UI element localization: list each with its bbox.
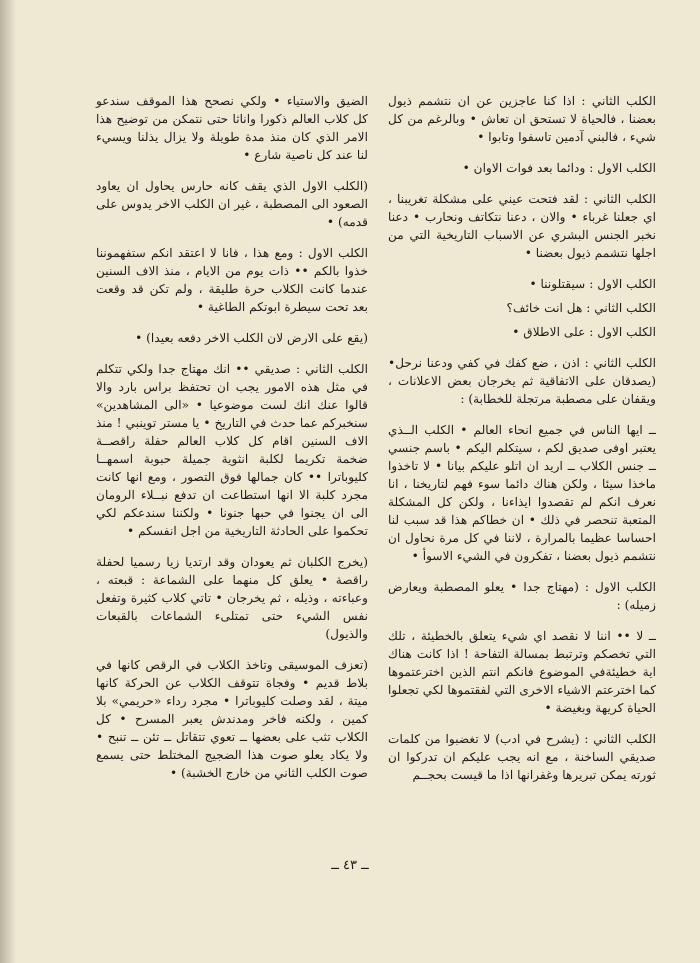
- paragraph: الضيق والاستياء • ولكي نصحح هذا الموقف سندعو كل كلاب العالم ذكورا واناثا حتى نتمكن من توضيح هذا الامر الذي كان منذ مدة طويلة ولا يزال يذلنا ويسيء لنا عند كل ناصية شارع •: [96, 94, 368, 162]
- paragraph: الكلب الثاني : اذن ، ضع كفك في كفي ودعنا نرحل• (يصدقان على الاتفاقية ثم يخرجان بعض الاعلانات ، ويقفان على مصطبة مرتجلة للخطابة) :: [388, 356, 656, 406]
- paragraph: الكلب الاول : على الاطلاق •: [512, 325, 656, 339]
- paragraph: ــ لا •• اننا لا نقصد اي شيء يتعلق بالخطيئة ، تلك التي تخصكم وترتبط بمسالة التفاحة ! اذا كانت هناك اية خطيئةفي الموضوع فانكم انتم الذين اخترعتموها كما اخترعتم الاشياء الاخرى التي لفقتموها لكي تجعلوا الحياة كريهة وبغيضة •: [388, 629, 656, 715]
- paragraph: (تعزف الموسيقى وتاخذ الكلاب في الرقص كانها في بلاط قديم • وفجاة تتوقف الكلاب عن الحركة كانها ميتة ، لقد وصلت كليوباترا • مجرد رداء «حريمي» بلا كمين ، ولكنه فاخر ومدندش يعبر المسرح • كل الكلاب تثب على بعضها ــ تعوي تتقاتل ــ تئن ــ تنبح • ولا يكاد يعلو صوت هذا الضجيج المختلط حتى يسمع صوت الكلب الثاني من خارج الخشبة) •: [96, 658, 368, 780]
- paragraph: الكلب الاول : ومع هذا ، فانا لا اعتقد انكم ستفهموننا خذوا بالكم •• ذات يوم من الايام ، منذ الاف السنين عندما كانت الكلاب حرة طليقة ، ولم تكن قد وقعت بعد تحت سيطرة ابوتكم الطاغية •: [96, 246, 368, 314]
- paragraph: (الكلب الاول الذي يقف كانه حارس يحاول ان يعاود الصعود الى المصطبة ، غير ان الكلب الاخر يدوس على قدمه) •: [96, 179, 368, 229]
- page-binding-shadow: [0, 0, 16, 963]
- paragraph: الكلب الثاني : (يشرح في ادب) لا تغضبوا من كلمات صديقي الساخنة ، مع انه يجب عليكم ان تدركوا ان ثورته يمكن تبريرها وغفرانها اذا ما قيست بحجــم: [388, 732, 656, 782]
- paragraph: الكلب الاول : ودائما بعد فوات الاوان •: [462, 161, 656, 175]
- paragraph: ــ ايها الناس في جميع انحاء العالم • الكلب الــذي يعتبر اوفى صديق لكم ، سيتكلم اليكم • باسم جنسي ــ جنس الكلاب ــ اريد ان اتلو عليكم بيانا • لا تاخذوا ماخذا سيئا ، ولكن هناك دائما سوء فهم لتاريخنا ، انا نعرف انكم لم تقصدوا ايذاءنا ، ولكن كل المشكلة المتعبة تنحصر في ذلك • ان خطاكم هذا قد سبب لنا احساسا عظيما بالمرارة ، لاننا في كل مرة نحاول ان نتشمم ذيول بعضنا ، تفكرون في الشيء الاسوأ •: [388, 423, 656, 563]
- paragraph: الكلب الثاني : هل انت خائف؟: [506, 301, 656, 315]
- page-number: ــ ٤٣ ــ: [331, 858, 369, 873]
- paragraph: الكلب الثاني : لقد فتحت عيني على مشكلة تغريبنا ، اي جعلنا غرباء • والان ، دعنا نتكاتف ونحارب • دعنا نخبر الجنس البشري عن الاسباب التاريخية التي من اجلها نتشمم ذيول بعضنا •: [388, 192, 656, 260]
- paragraph: الكلب الثاني : صديقي •• انك مهتاج جدا ولكي تتكلم في مثل هذه الامور يجب ان تحتفظ براس بارد والا قالوا عنك انك لست موضوعيا • «الى المشاهدين» سنخبركم عما حدث في التاريخ • يا مستر توينبي ! منذ الاف السنين اقام كل كلاب العالم حفلة راقصــة ضخمة تكريما لكلبة انثوية جميلة حبوبة اسمهــا كليوباترا •• كان جمالها فوق التصور ، ومع انها كانت مجرد كلبة الا انها استطاعت ان تدفع نبــلاء الرومان الى ان يجنوا في حبها جنونا • ولكننا سندعكم لكي تحكموا على الحادثة التاريخية من اجل انفسكم •: [96, 362, 368, 538]
- right-text-column: [388, 92, 656, 797]
- paragraph: الكلب الثاني : اذا كنا عاجزين عن ان نتشمم ذيول بعضنا ، فالحياة لا تستحق ان تعاش • وبالرغم من كل شيء ، فالبني آدمين تاسفوا وتابوا •: [388, 94, 656, 144]
- left-text-column: [96, 92, 368, 795]
- paragraph: (يخرج الكلبان ثم يعودان وقد ارتديا زيا رسميا لحفلة راقصة • يعلق كل منهما على الشماعة : قبعته ، وعباءته ، وذيله ، ثم يخرجان • تاتي كلاب كثيرة وتفعل نفس الشيء حتى تمتلىء الشماعات بالقبعات والذيول): [96, 555, 368, 641]
- paragraph: (يقع على الارض لان الكلب الاخر دفعه بعيدا) •: [135, 331, 368, 345]
- paragraph: الكلب الاول : (مهتاج جدا • يعلو المصطبة ويعارض زميله) :: [388, 580, 656, 612]
- paragraph: الكلب الاول : سيقتلوننا •: [529, 277, 656, 291]
